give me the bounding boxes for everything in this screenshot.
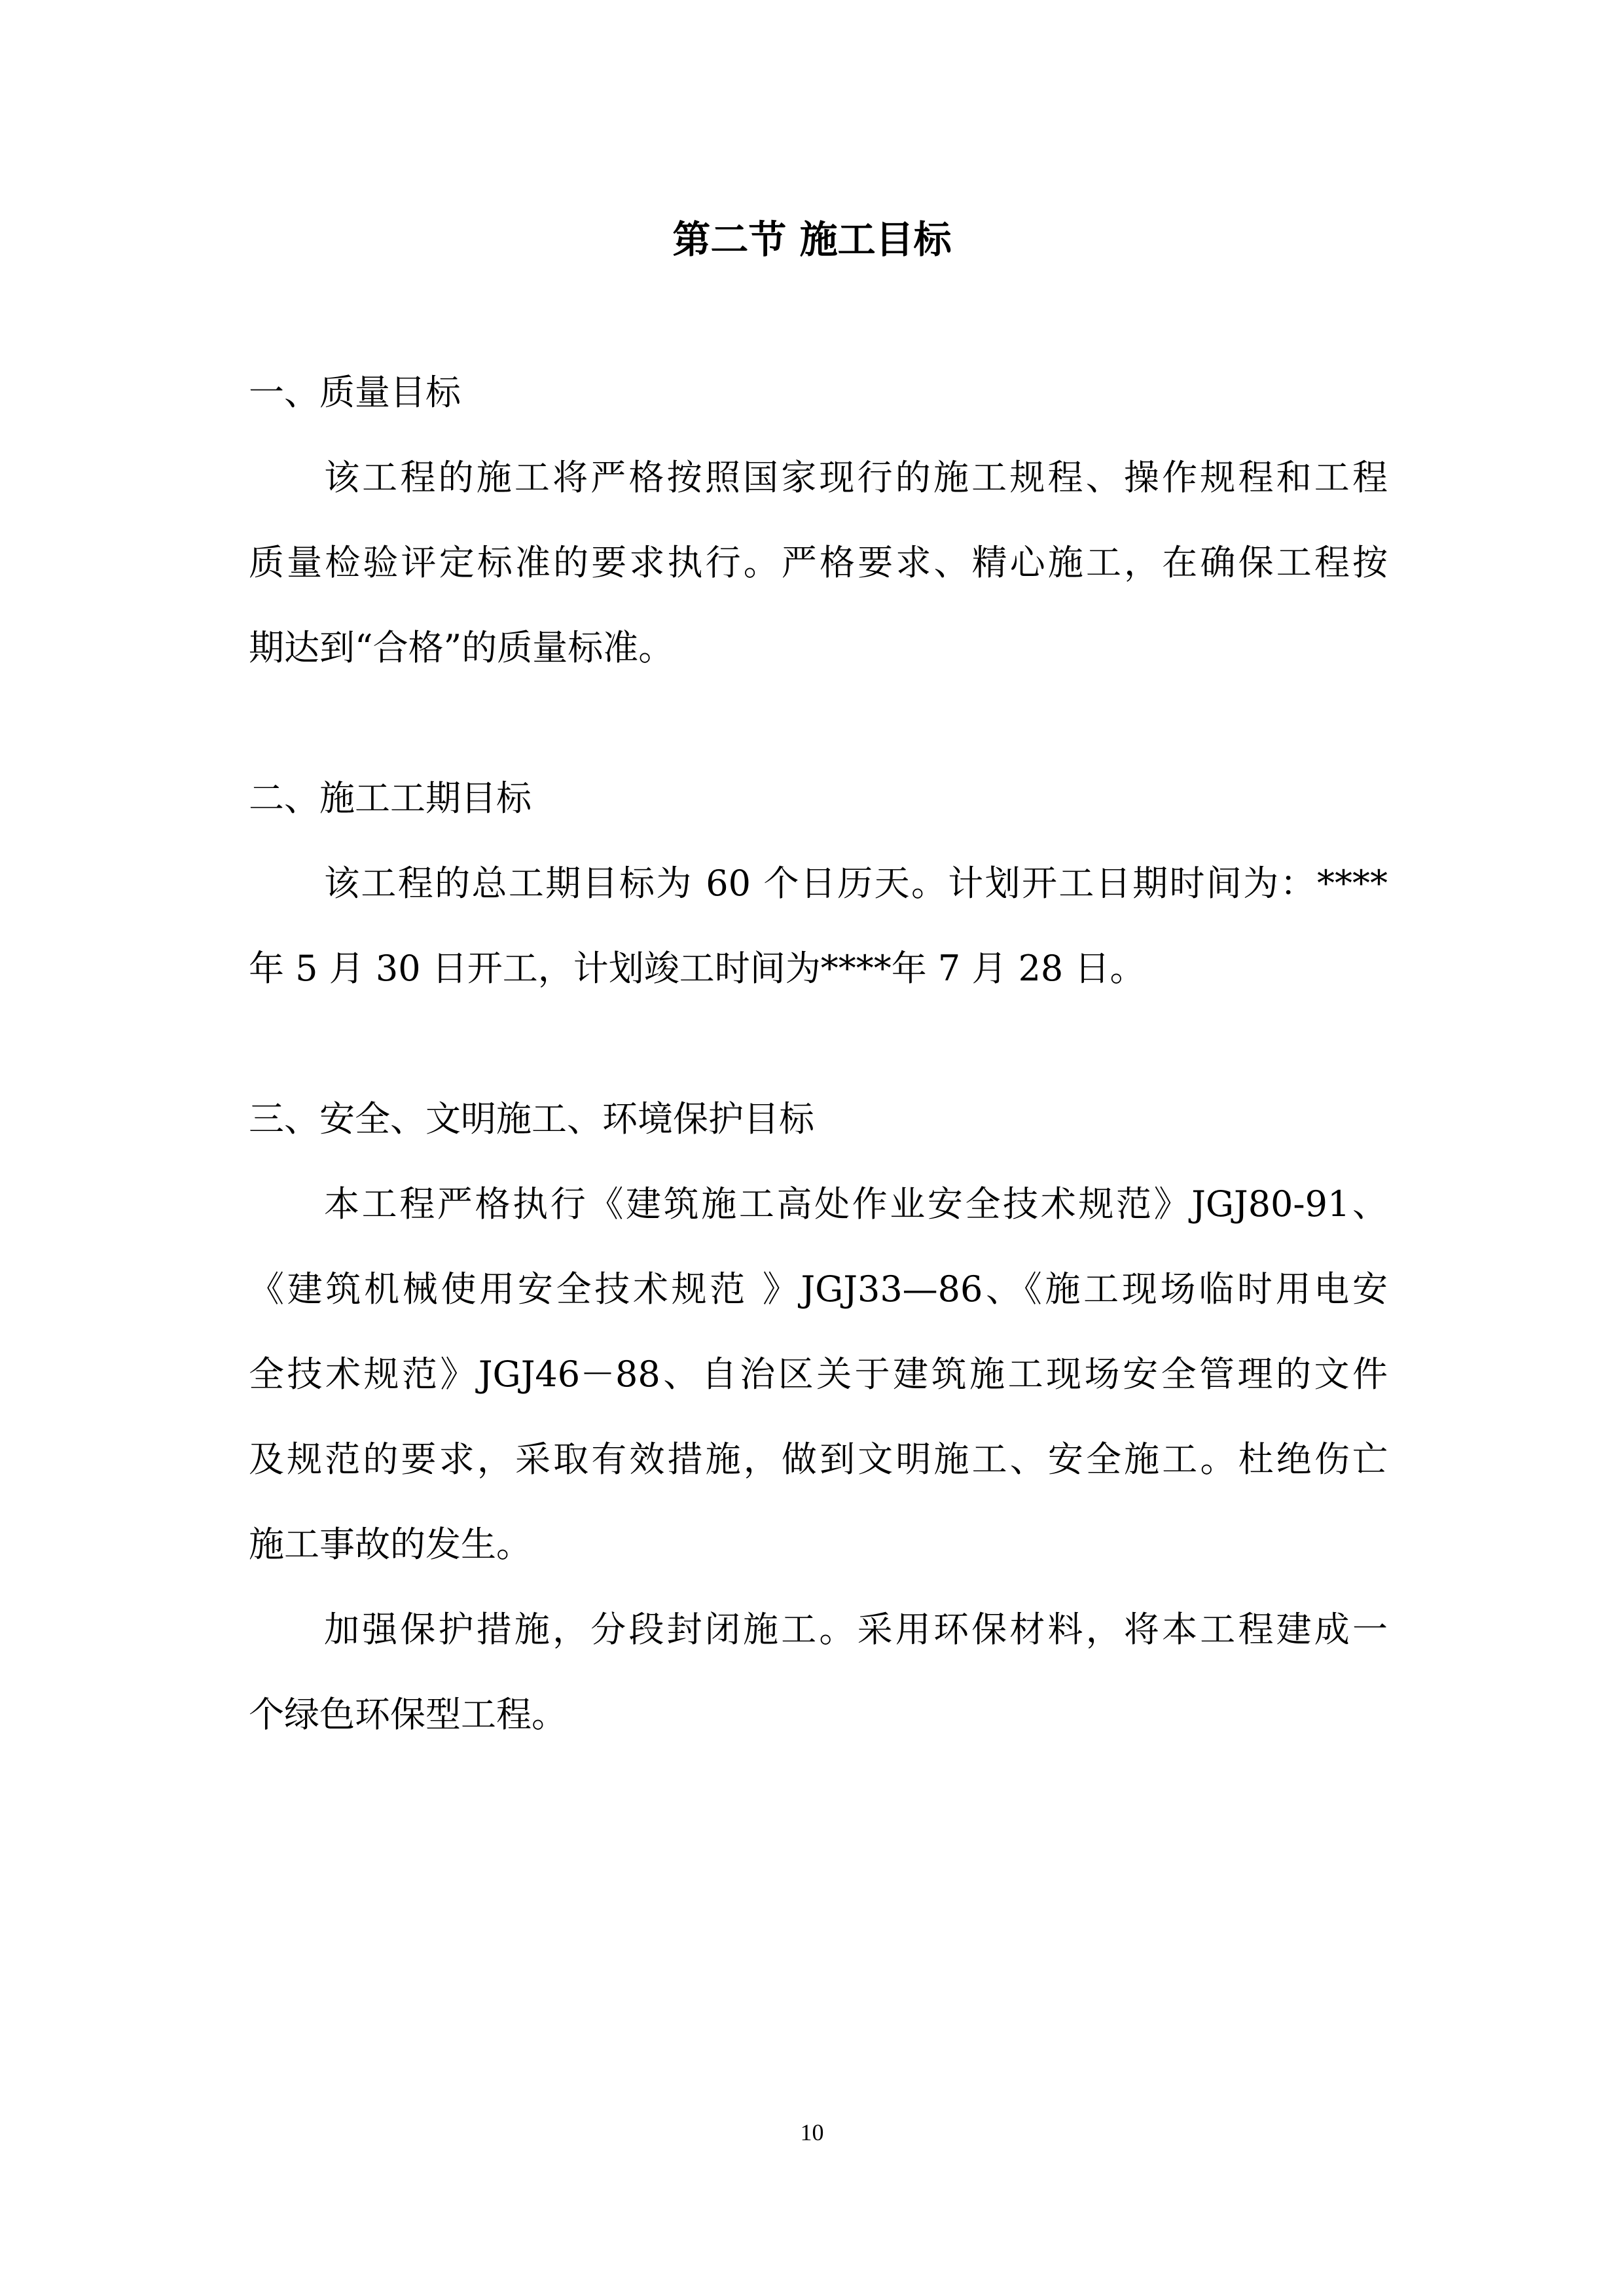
paragraph-line: 期达到“合格”的质量标准。 <box>249 627 674 668</box>
paragraph-line: 本工程严格执行《建筑施工高处作业安全技术规范》JGJ80-91、 <box>324 1183 1388 1225</box>
heading-quality-goal: 一、质量目标 <box>249 372 461 413</box>
paragraph-line: 全技术规范》JGJ46－88、自治区关于建筑施工现场安全管理的文件 <box>249 1354 1388 1395</box>
paragraph-line: 个绿色环保型工程。 <box>249 1694 567 1735</box>
paragraph-line: 该工程的施工将严格按照国家现行的施工规程、操作规程和工程 <box>324 457 1388 498</box>
paragraph-line: 加强保护措施，分段封闭施工。采用环保材料，将本工程建成一 <box>324 1609 1388 1650</box>
heading-schedule-goal: 二、施工工期目标 <box>249 778 532 819</box>
paragraph-line: 施工事故的发生。 <box>249 1524 532 1565</box>
paragraph-line: 年 5 月 30 日开工，计划竣工时间为****年 7 月 28 日。 <box>249 948 1146 989</box>
paragraph-line: 及规范的要求，采取有效措施，做到文明施工、安全施工。杜绝伤亡 <box>249 1439 1388 1480</box>
paragraph-line: 质量检验评定标准的要求执行。严格要求、精心施工，在确保工程按 <box>249 542 1388 583</box>
paragraph-line: 该工程的总工期目标为 60 个日历天。计划开工日期时间为：**** <box>324 863 1388 904</box>
heading-safety-environment-goal: 三、安全、文明施工、环境保护目标 <box>249 1098 814 1139</box>
paragraph-line: 《建筑机械使用安全技术规范 》JGJ33—86、《施工现场临时用电安 <box>249 1268 1388 1310</box>
section-title: 第二节 施工目标 <box>672 217 952 262</box>
page-number: 10 <box>800 2119 824 2145</box>
